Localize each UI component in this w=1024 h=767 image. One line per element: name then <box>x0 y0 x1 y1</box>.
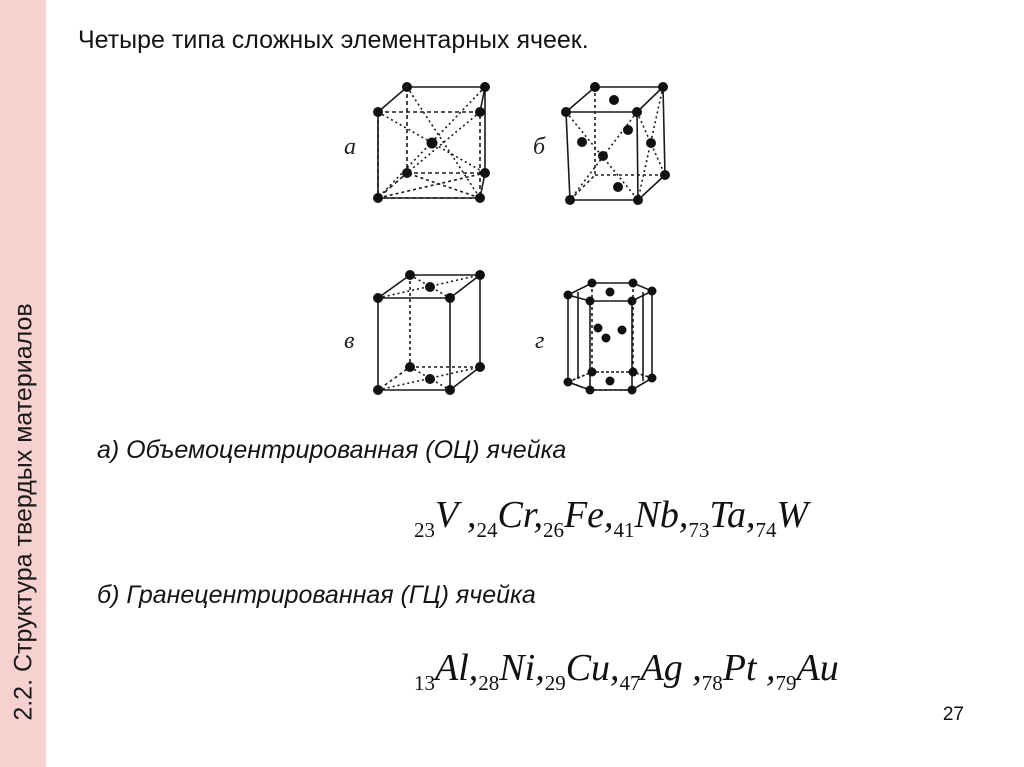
atomic-number: 47 <box>619 671 641 695</box>
atomic-number: 28 <box>478 671 500 695</box>
element-symbol: Pt <box>722 647 757 689</box>
element-ag <box>620 646 702 696</box>
element-symbol: W <box>776 494 809 536</box>
element-symbol: Ta <box>709 494 747 536</box>
sidebar <box>0 0 46 767</box>
atomic-number: 13 <box>414 671 435 695</box>
element-symbol: Au <box>796 647 839 689</box>
atomic-number: 79 <box>775 671 797 695</box>
element-symbol: Nb <box>634 494 679 536</box>
unit-cells-figure <box>330 70 700 410</box>
caption-fcc: б) Гранецентрированная (ГЦ) ячейка <box>97 581 536 609</box>
separator: , <box>678 494 689 536</box>
element-pt <box>702 646 776 696</box>
element-au <box>776 646 839 696</box>
cell-g-label: г <box>535 328 545 354</box>
element-symbol: Ni <box>499 647 536 689</box>
separator: , <box>604 494 614 536</box>
element-w <box>756 493 809 543</box>
formula-bcc <box>414 493 808 543</box>
element-symbol: Cu <box>565 647 611 689</box>
element-ta <box>688 493 755 543</box>
cell-v-label: в <box>344 328 355 354</box>
formula-fcc <box>414 646 839 696</box>
element-symbol: Fe <box>563 494 605 536</box>
cell-v-base-centered <box>378 275 480 390</box>
element-v <box>414 493 477 543</box>
atomic-number: 24 <box>476 518 498 542</box>
atomic-number: 78 <box>701 671 723 695</box>
atomic-number: 29 <box>544 671 566 695</box>
element-symbol: Al <box>435 647 469 689</box>
element-cr <box>477 493 543 543</box>
page-number: 27 <box>942 704 964 725</box>
element-nb <box>614 493 689 543</box>
cell-a-label: а <box>344 134 356 160</box>
separator: , <box>610 647 620 689</box>
element-symbol: Ag <box>640 647 683 689</box>
atomic-number: 23 <box>414 518 435 542</box>
element-ni <box>478 646 544 696</box>
atomic-number: 41 <box>613 518 635 542</box>
element-cu <box>545 646 620 696</box>
separator: , <box>682 647 702 689</box>
sidebar-section-label: 2.2. Структура твердых материалов <box>9 303 38 721</box>
element-symbol: Cr <box>497 494 534 536</box>
element-symbol: V <box>435 494 458 536</box>
atomic-number: 74 <box>755 518 777 542</box>
atomic-number: 73 <box>688 518 710 542</box>
separator: , <box>756 647 776 689</box>
unit-cells-drawing <box>330 70 700 410</box>
element-fe <box>543 493 614 543</box>
slide-title: Четыре типа сложных элементарных ячеек. <box>78 26 589 54</box>
separator: , <box>746 494 756 536</box>
caption-bcc: а) Объемоцентрированная (ОЦ) ячейка <box>97 436 567 464</box>
separator: , <box>535 647 545 689</box>
element-al <box>414 646 478 696</box>
atomic-number: 26 <box>542 518 564 542</box>
separator: , <box>533 494 543 536</box>
separator: , <box>457 494 477 536</box>
separator: , <box>468 647 479 689</box>
cell-b-label: б <box>533 134 546 160</box>
